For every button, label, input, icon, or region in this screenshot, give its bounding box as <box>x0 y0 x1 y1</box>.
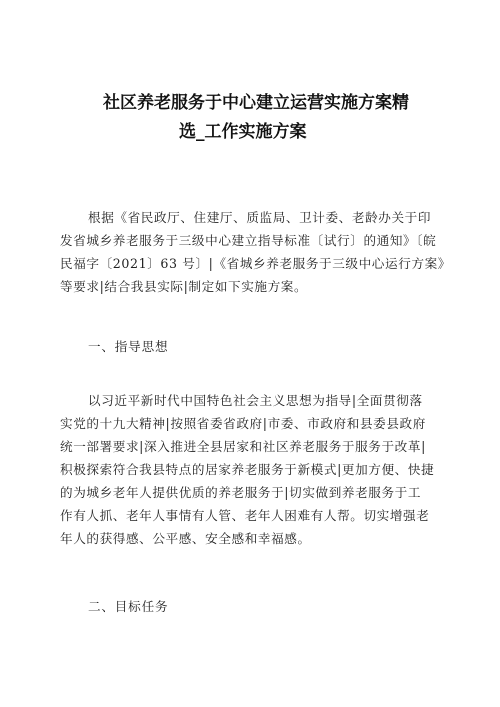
section-heading-goals-tasks: 二、目标任务 <box>88 599 169 614</box>
paragraph-basis <box>60 206 460 298</box>
paragraph-line: 发省城乡养老服务于三级中心建立指导标准〔试行〕的通知》〔皖 <box>60 233 437 248</box>
paragraph-line: 实党的十九大精神|按照省委省政府|市委、市政府和县委县政府 <box>60 416 426 431</box>
document-title-line-1: 社区养老服务于中心建立运营实施方案精 <box>103 93 409 113</box>
paragraph-line: 以习近平新时代中国特色社会主义思想为指导|全面贯彻落 <box>88 393 423 408</box>
document-title-line-2: 选_工作实施方案 <box>179 122 307 142</box>
paragraph-line: 统一部署要求|深入推进全县居家和社区养老服务于服务于改革| <box>60 439 426 454</box>
paragraph-line: 积极探索符合我县特点的居家养老服务于新模式|更加方便、快捷 <box>60 462 435 477</box>
paragraph-line: 年人的获得感、公平感、安全感和幸福感。 <box>60 531 311 546</box>
paragraph-line: 等要求|结合我县实际|制定如下实施方案。 <box>60 279 308 294</box>
section-heading-guiding-ideology: 一、指导思想 <box>88 339 169 354</box>
paragraph-line: 根据《省民政厅、住建厅、质监局、卫计委、老龄办关于印 <box>88 210 432 225</box>
paragraph-guiding-ideology <box>60 389 460 550</box>
paragraph-line: 的为城乡老年人提供优质的养老服务于|切实做到养老服务于工 <box>60 485 422 500</box>
paragraph-line: 作有人抓、老年人事情有人管、老年人困难有人帮。切实增强老 <box>60 508 430 523</box>
paragraph-line: 民福字〔2021〕63 号〕|《省城乡养老服务于三级中心运行方案》 <box>60 256 451 271</box>
